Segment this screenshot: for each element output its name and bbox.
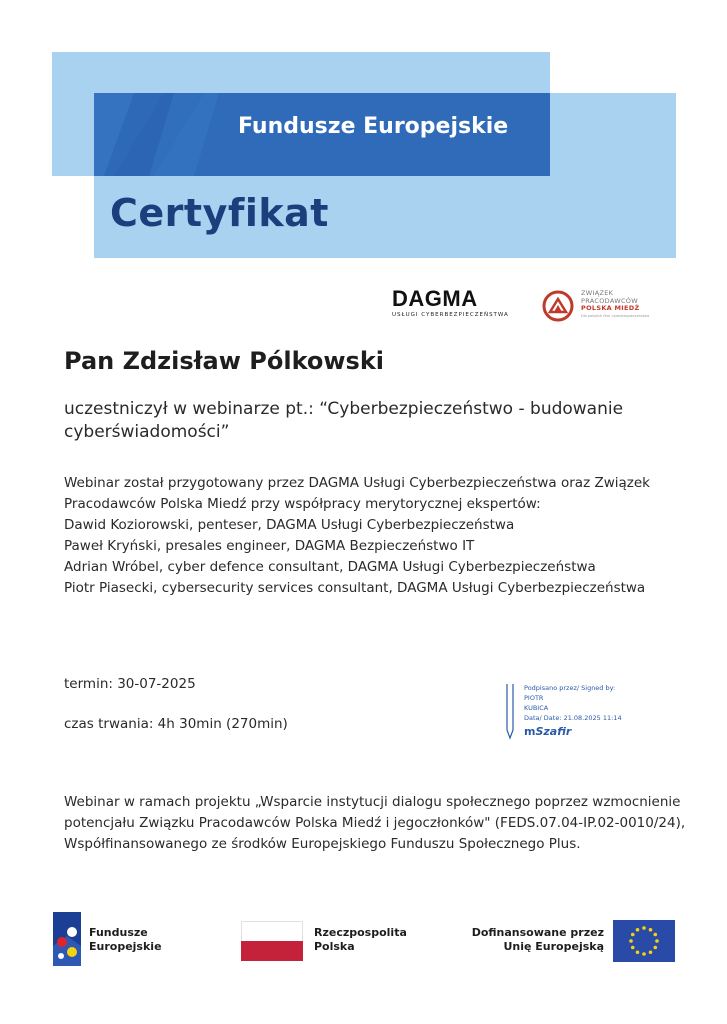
expert-line: Piotr Piasecki, cybersecurity services consultant, DAGMA Usługi Cyberbezpieczeństwa [64,580,646,596]
expert-line: Dawid Koziorowski, penteser, DAGMA Usługi Cyberbezpieczeństwa [64,517,515,533]
project-line: potencjału Związku Pracodawców Polska Miedź i jegoczłonków" (FEDS.07.04-IP.02-0010/24), [64,815,686,831]
project-line: Webinar w ramach projektu „Wsparcie instytucji dialogu społecznego poprzez wzmocnienie [64,794,681,810]
eu-star [655,939,659,943]
eu-flag-icon [613,920,675,962]
rzeczpospolita-polska-text [314,926,407,954]
stars-pattern-icon [94,93,224,176]
eu-star [631,946,635,950]
recipient-name: Pan Zdzisław Pólkowski [64,347,385,375]
signature-pen-icon [503,682,517,740]
mszafir-m: m [524,725,536,738]
zpp-line1: ZWIĄZEK [581,289,614,297]
fe-line1: Fundusze [89,926,148,939]
webinar-intro: uczestniczył w webinarze pt.: “Cyberbezpieczeństwo - budowanie cyberświadomości” [64,399,624,442]
eu-cofinanced-text [470,926,604,954]
pl-line1: Rzeczpospolita [314,926,407,939]
signed-by-label: Podpisano przez/ Signed by: [524,684,616,692]
program-title: Fundusze Europejskie [238,114,509,139]
digital-signature [503,680,663,740]
fe-line2: Europejskie [89,940,162,953]
zpp-logo [542,289,662,325]
eu-line1: Dofinansowane przez [471,926,604,939]
zpp-line2: PRACODAWCÓW [581,296,638,305]
pl-line2: Polska [314,940,355,953]
eu-star [636,928,640,932]
signer-last-name: KUBICA [524,704,549,712]
webinar-duration: czas trwania: 4h 30min (270min) [64,716,288,732]
mszafir-brand [524,725,571,738]
description-line: Webinar został przygotowany przez DAGMA Usługi Cyberbezpieczeństwa oraz Związek [64,475,650,491]
poland-flag-icon [241,921,303,961]
zpp-line3: POLSKA MIEDŹ [581,304,640,312]
zpp-tagline: Dla polskich firm cyberbezpieczeństwa [581,313,650,318]
certificate-title: Certyfikat [110,191,329,235]
fundusze-europejskie-logo-icon [53,912,81,966]
fundusze-europejskie-text [89,926,162,954]
signer-first-name: PIOTR [524,694,544,702]
project-line: Współfinansowanego ze środków Europejskiego Funduszu Społecznego Plus. [64,836,581,852]
description-line: Pracodawców Polska Miedź przy współpracy merytorycznej ekspertów: [64,496,541,512]
description [64,473,704,599]
eu-star [629,939,633,943]
eu-star [653,933,657,937]
eu-star [636,950,640,954]
zpp-emblem-icon [542,290,574,322]
dagma-logo [392,286,509,318]
eu-star [649,950,653,954]
expert-line: Adrian Wróbel, cyber defence consultant, DAGMA Usługi Cyberbezpieczeństwa [64,559,596,575]
dagma-name: DAGMA [392,286,478,311]
dagma-tagline: USŁUGI CYBERBEZPIECZEŃSTWA [392,312,509,318]
eu-line2: Unię Europejską [503,940,604,953]
eu-star [653,946,657,950]
webinar-date: termin: 30-07-2025 [64,676,196,692]
eu-star [649,928,653,932]
project-info [64,792,714,855]
mszafir-rest: Szafir [535,725,572,738]
signature-date: Data/ Date: 21.08.2025 11:14 [524,714,622,722]
eu-star [631,933,635,937]
eu-star [642,926,646,930]
expert-line: Paweł Kryński, presales engineer, DAGMA Bezpieczeństwo IT [64,538,475,554]
eu-star [642,952,646,956]
